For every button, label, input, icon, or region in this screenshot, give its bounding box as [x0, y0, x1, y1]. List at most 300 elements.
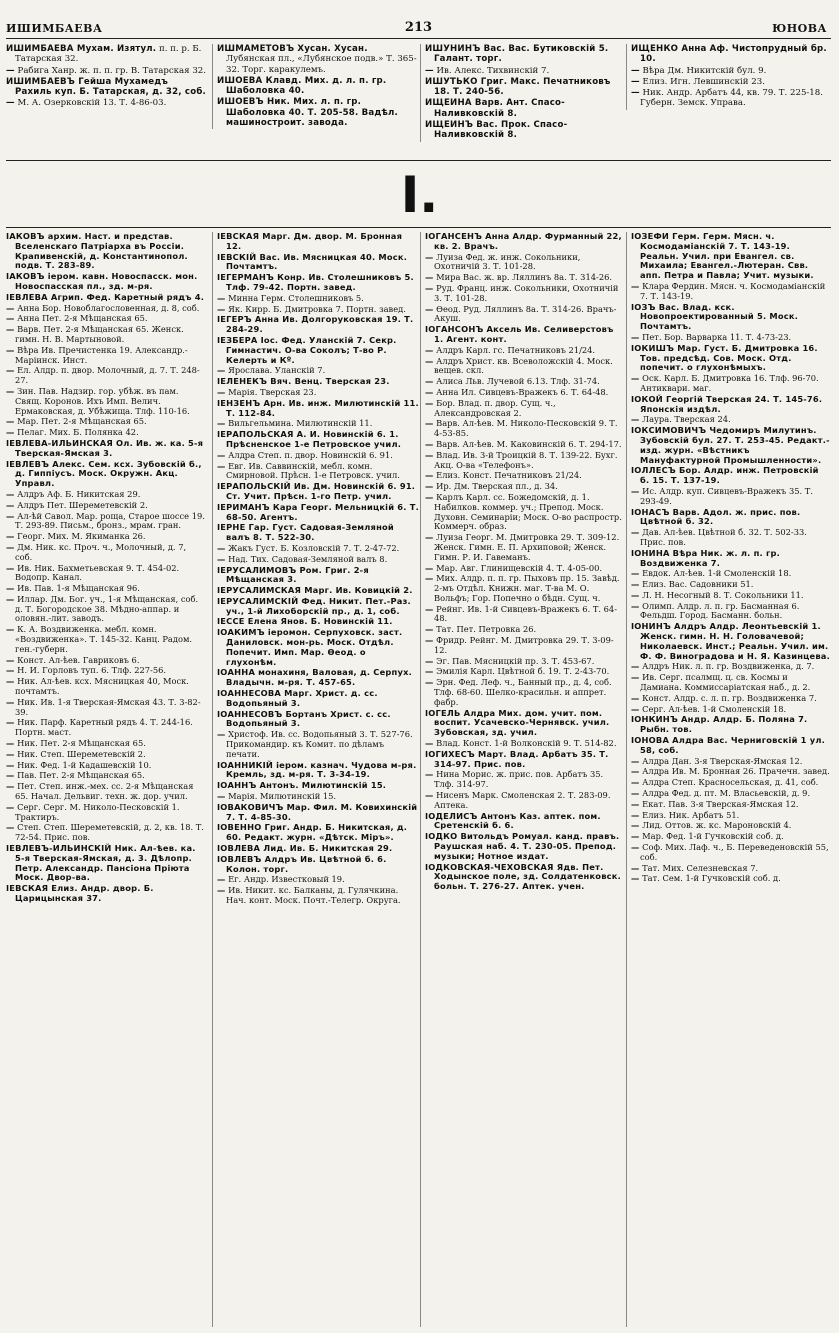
directory-entry [631, 569, 830, 579]
directory-entry [425, 739, 625, 749]
entry-name: — [6, 324, 15, 335]
entry-details: Ник. Ив. 1-я Тверская-Ямская 43. Т. 3-82-39. [15, 696, 201, 717]
entry-details: Жакъ Густ. Б. Козловскій 7. Т. 2-47-72. [228, 542, 400, 553]
entry-name: IОЗЪ Вас. Влад. кск. Новопроектированный 5. Моск. Почтамтъ. [631, 301, 799, 332]
entry-name: — [217, 729, 226, 740]
entry-name: — [6, 365, 15, 376]
directory-entry [631, 549, 830, 569]
directory-entry [6, 750, 206, 760]
directory-entry [217, 430, 419, 450]
directory-entry [6, 77, 206, 98]
entry-details: Фридр. Рейнг. М. Дмитровка 29. Т. 3-09-12. [434, 635, 614, 655]
directory-entry [631, 622, 830, 661]
directory-entry [217, 730, 419, 759]
entry-details: Анна Ил. Сивцевъ-Вражекъ 6. Т. 64-48. [436, 386, 609, 397]
entry-name: — [631, 65, 640, 76]
directory-entry [217, 844, 419, 854]
entry-name: IОАКИМЪ іеромон. Серпуховск. заст. Даниловск. мон-рь. Моск. Отдѣл. Попечит. Имп. Мар. Ѳеод. о глухонѣм. [217, 627, 403, 667]
directory-entry [6, 739, 206, 749]
entry-name: IОНКИНЪ Андр. Алдр. Б. Поляна 7. Рыбн. тов. [631, 714, 808, 735]
entry-details: Христоф. Ив. сс. Водопьяный 3. Т. 527-76. Прикомандир. къ Комит. по дѣламъ печати. [226, 729, 413, 759]
entry-details: Пелаг. Мих. Б. Полянка 42. [17, 427, 139, 438]
entry-details: Ник. Фед. 1-й Кадашевскій 10. [17, 759, 152, 770]
directory-entry [631, 715, 830, 735]
entry-name: IОКИШЪ Мар. Густ. Б. Дмитровка 16. Тов. предсѣд. Сов. Моск. Отд. попечит. о глухонѣмыхъ. [631, 342, 818, 373]
entry-name: — [425, 481, 434, 492]
directory-entry [631, 757, 830, 767]
directory-entry [6, 304, 206, 314]
entry-name: — [6, 593, 15, 604]
directory-entry [217, 305, 419, 315]
entry-details: Нисенъ Марк. Смоленская 2. Т. 283-09. Аптека. [434, 790, 611, 810]
directory-entry [217, 617, 419, 627]
entry-details: Оск. Карл. Б. Дмитровка 16. Тлф. 96-70. Антиквари. маг. [640, 373, 819, 393]
directory-entry [6, 666, 206, 676]
entry-name: IЕРАПОЛЬСКАЯ А. И. Новинскій 6. 1. Прѣсненское 1-е Петровское учил. [217, 429, 402, 449]
entry-name: — [631, 88, 640, 99]
entry-details: Ник. Пет. 2-я Мѣщанская 65. [17, 738, 146, 749]
entry-details: Лид. Оттов. ж. кс. Мароновскій 4. [642, 820, 792, 831]
directory-entry [425, 253, 625, 273]
entry-name: — [6, 65, 15, 76]
entry-name: IЕРАПОЛЬСКІЙ Ив. Дм. Новинскій 6. 91. Ст. Учит. Прѣсн. 1-го Петр. учил. [217, 481, 416, 501]
entry-name: — [6, 770, 15, 781]
entry-details: Серг. Ал-ѣев. 1-й Смоленскій 18. [642, 703, 787, 714]
directory-entry [6, 677, 206, 697]
entry-name: ИШОЕВА Клавд. Мих. д. л. п. гр. Шаболовка 40. [217, 75, 387, 97]
entry-details: Мар. Фед. 1-й Гучковскій соб. д. [642, 831, 784, 842]
entry-name: — [217, 885, 226, 896]
entry-name: — [217, 791, 226, 802]
directory-entry [217, 555, 419, 565]
entry-name: — [217, 553, 226, 564]
entry-details: Евдок. Ал-ѣев. 1-й Смоленскій 18. [642, 568, 792, 579]
entry-name: IЕВЛЕВА-ИЛЬИНСКАЯ Ол. Ив. ж. ка. 5-я Тверская-Ямская 3. [6, 437, 204, 458]
directory-entry [217, 668, 419, 688]
directory-entry [217, 388, 419, 398]
entry-name: — [217, 542, 226, 553]
entry-name: — [631, 568, 640, 579]
entry-name: — [425, 376, 434, 387]
directory-entry [217, 377, 419, 387]
directory-entry [217, 886, 419, 906]
entry-name: — [6, 313, 15, 324]
entry-name: — [6, 427, 15, 438]
entry-name: IЕВЛЕВЪ-ИЛЬИНСКІЙ Ник. Ал-ѣев. ка. 5-я Тверская-Ямская, д. 3. Дѣлопр. Петр. Александр. Пансіона Пріюта Моск. Двор-ва. [6, 843, 196, 883]
directory-entry [6, 698, 206, 718]
entry-name: IЕВЛЕВА Агрип. Фед. Каретный рядъ 4. [6, 291, 205, 302]
directory-entry [631, 602, 830, 622]
entry-name: — [425, 635, 434, 646]
entry-name: — [631, 76, 640, 87]
entry-details: Мар. Пет. 2-я Мѣщанская 65. [17, 416, 147, 427]
directory-entry [6, 232, 206, 271]
entry-name: ИШИМБАЕВА Мухам. Изятул. [6, 44, 157, 54]
entry-name: — [425, 562, 434, 573]
entry-name: — [425, 470, 434, 481]
entry-name: — [631, 672, 640, 683]
entry-name: — [425, 738, 434, 749]
directory-entry [425, 377, 625, 387]
entry-details: Лубянская пл., «Лубянское подв.» Т. 365-32. Торг. каракулемъ. [226, 54, 417, 75]
entry-name: IЕНЗЕНЪ Арн. Ив. инж. Милютинскій 11. Т. 112-84. [217, 397, 419, 418]
entry-name: — [631, 820, 640, 831]
directory-entry [6, 439, 206, 459]
entry-details: Рабига Ханр. ж. п. п. гр. В. Татарская 32. [17, 65, 206, 76]
entry-details: Ѳеод. Руд. Ляллинъ 8а. Т. 314-26. Врачъ-Акуш. [434, 303, 617, 324]
entry-name: IЕВСКІЙ Вас. Ив. Мясницкая 40. Моск. Почтамтъ. [217, 251, 408, 272]
entry-name: — [6, 499, 15, 510]
directory-entry [6, 543, 206, 563]
entry-name: IЕРУСАЛИМСКІЙ Фед. Никит. Пет.-Раз. уч., 1-й Лихоборскій пр., д. 1, соб. [217, 595, 411, 616]
entry-name: — [425, 418, 434, 429]
entry-details: Ив. Серг. псалмщ. ц. св. Космы и Дамиана. Коммиссаріатская наб., д. 2. [640, 672, 811, 693]
entry-name: — [6, 385, 15, 396]
directory-entry [217, 336, 419, 365]
entry-name: IЕРУСАЛИМСКАЯ Марг. Ив. Ковицкій 2. [217, 585, 413, 596]
entry-details: Дав. Ал-ѣев. Цвѣтной б. 32. Т. 502-33. Прис. пов. [640, 527, 807, 547]
entry-name: IОНИНЪ Алдръ Алдр. Леонтьевскій 1. Женск. гимн. Н. Н. Головачевой; Николаевск. Инст.; Реальн. Учил. им. Ф. Ф. Виноградова и Н. Я. Казинцева. [631, 621, 830, 661]
entry-details: Влад. Конст. 1-й Волконскій 9. Т. 514-82. [436, 738, 617, 749]
entry-details: Конст. Алдр. с. л. п. гр. Воздвиженка 7. [642, 692, 817, 703]
directory-entry [631, 303, 830, 332]
directory-entry [425, 667, 625, 677]
entry-details: Варв. Ал-ѣев. М. Николо-Песковскій 9. Т. 4-53-85. [434, 418, 618, 439]
entry-details: Вильгельмина. Милютинскій 11. [228, 418, 373, 429]
header-right-word: ЮНОВА [772, 22, 827, 35]
entry-name: ИЩЕИНА Варв. Ант. Спасо-Наливковскій 8. [425, 98, 565, 119]
directory-entry [217, 462, 419, 482]
directory-entry [217, 44, 419, 75]
entry-details: Анна Пет. 2-я Мѣщанская 65. [17, 313, 148, 324]
entry-name: — [217, 449, 226, 460]
directory-column [212, 232, 419, 1327]
entry-details: Серг. Серг. М. Николо-Песковскій 1. Трактиръ. [15, 801, 180, 822]
directory-entry [6, 366, 206, 386]
directory-entry [425, 812, 625, 832]
entry-details: Влад. Ив. 3-й Троицкій 8. Т. 139-22. Бухг. Акц. О-ва «Телефонъ». [434, 449, 618, 470]
directory-entry [631, 694, 830, 704]
directory-entry [425, 533, 625, 562]
entry-details: Дм. Ник. кс. Проч. ч., Молочный, д. 7, соб. [15, 541, 187, 562]
directory-entry [6, 823, 206, 843]
entry-name: — [425, 677, 434, 688]
entry-name: — [425, 65, 434, 76]
entry-name: — [425, 282, 434, 293]
entry-details: Ел. Алдр. п. двор. Молочный, д. 7. Т. 248-27. [15, 365, 200, 386]
entry-details: Пет. Бор. Варварка 11. Т. 4-73-23. [642, 331, 792, 342]
directory-entry [425, 44, 625, 65]
entry-name: IЕРНЕ Гар. Густ. Садовая-Земляной валъ 8. Т. 522-30. [217, 522, 394, 543]
directory-entry [217, 451, 419, 461]
entry-name: — [6, 344, 15, 355]
directory-entry [6, 98, 206, 108]
directory-entry [425, 77, 625, 98]
entry-name: — [217, 874, 226, 885]
entry-name: IОНИНА Вѣра Ник. ж. л. п. гр. Воздвиженка 7. [631, 547, 780, 568]
entry-name: — [217, 418, 226, 429]
directory-entry [631, 66, 830, 76]
entry-details: Мира Вас. ж. вр. Ляллинъ 8а. Т. 314-26. [436, 272, 613, 283]
directory-entry [6, 656, 206, 666]
entry-details: Ир. Дм. Тверская пл., д. 34. [436, 481, 558, 492]
entry-name: — [425, 303, 434, 314]
directory-entry [217, 97, 419, 128]
entry-name: IОВЕННО Григ. Андр. Б. Никитская, д. 60. Редакт. журн. «Дѣтск. Міръ». [217, 822, 408, 843]
directory-entry [631, 426, 830, 465]
entry-name: ИШОЕВЪ Ник. Мих. л. п. гр. Шаболовка 40. Т. 205-58. Вадѣл. машиностроит. завода. [217, 97, 399, 129]
directory-entry [217, 523, 419, 543]
entry-details: Алдръ Пет. Шереметевскій 2. [17, 499, 148, 510]
entry-name: IАКОВЪ іером. кавн. Новоспасск. мон. Новоспасская пл., зд. м-ря. [6, 271, 198, 291]
directory-entry [6, 884, 206, 904]
entry-name: — [6, 541, 15, 552]
directory-entry [6, 771, 206, 781]
directory-entry [217, 399, 419, 419]
entry-name: — [6, 302, 15, 313]
directory-entry [631, 344, 830, 373]
directory-entry [6, 490, 206, 500]
entry-name: — [631, 527, 640, 538]
entry-name: — [6, 562, 15, 573]
entry-details: Ник. Степ. Шереметевскій 2. [17, 748, 146, 759]
entry-name: — [631, 280, 640, 291]
directory-entry [631, 591, 830, 601]
entry-name: IЕГЕРМАНЪ Конр. Ив. Столешниковъ 5. Тлф. 79-42. Портн. завед. [217, 272, 414, 292]
entry-name: IЕРУСАЛИМОВЪ Ром. Григ. 2-я Мѣщанская 3. [217, 564, 369, 585]
entry-details: Алдра Фед. д. пт. М. Власьевскій, д. 9. [642, 788, 811, 799]
entry-name: IОКСИМОВИЧЪ Чедомиръ Милутинъ. Зубовскій бул. 27. Т. 253-45. Редакт.-изд. журн. «Вѣстникъ Мануфактурной Промышленности». [631, 425, 830, 465]
entry-name: — [425, 355, 434, 366]
entry-details: Ал-ѣй Савол. Мар. роща, Старое шоссе 19. Т. 293-89. Письм., бронз., мрам. гран. [15, 510, 205, 531]
entry-name: — [631, 809, 640, 820]
directory-entry [6, 428, 206, 438]
directory-entry [6, 314, 206, 324]
directory-entry [631, 77, 830, 87]
directory-entry [217, 419, 419, 429]
directory-entry [6, 564, 206, 584]
entry-details: Алдра Дан. 3-я Тверская-Ямская 12. [642, 755, 803, 766]
entry-details: Георг. Мих. М. Якиманка 26. [17, 531, 146, 542]
entry-name: — [6, 748, 15, 759]
entry-name: IОАННЕСОВЪ Бортанъ Христ. с. сс. Водопьяный 3. [217, 708, 391, 729]
entry-details: Эмилія Карл. Цвѣтной б. 19. Т. 2-43-70. [436, 666, 610, 677]
entry-details: Ег. Андр. Известковый 19. [228, 874, 345, 885]
entry-details: Нина Морис. ж. прис. пов. Арбатъ 35. Тлф. 314-97. [434, 769, 604, 790]
entry-details: Варв. Пет. 2-я Мѣщанская 65. Женск. гимн. Н. В. Мартыновой. [15, 324, 184, 344]
entry-name: IОНОВА Алдра Вас. Черниговскій 1 ул. 58, соб. [631, 735, 825, 755]
directory-columns [6, 232, 831, 1327]
directory-entry [425, 625, 625, 635]
entry-details: Рейнг. Ив. 1-й Сивцевъ-Вражекъ 6. Т. 64-48. [434, 603, 618, 624]
entry-details: Екат. Пав. 3-я Тверская-Ямская 12. [642, 798, 799, 809]
directory-entry [6, 595, 206, 624]
directory-entry [631, 282, 830, 302]
directory-entry [631, 508, 830, 528]
directory-entry [6, 44, 206, 65]
directory-entry [217, 823, 419, 843]
entry-details: Алдръ Аф. Б. Никитская 29. [17, 488, 141, 499]
entry-details: Елиз. Конст. Печатниковъ 21/24. [436, 470, 582, 481]
entry-details: Над. Тих. Садовая-Земляной валъ 8. [228, 553, 388, 564]
entry-name: — [217, 460, 226, 471]
entry-details: Евг. Ив. Саввинскій, мебл. комн. Смирновой. Прѣсн. 1-е Петровск. учил. [226, 460, 400, 481]
entry-details: Алдра Степ. Красносельская, д. 41, соб. [642, 777, 819, 788]
entry-details: Марія. Тверская 23. [228, 386, 317, 397]
entry-name: — [631, 777, 640, 788]
directory-entry [6, 803, 206, 823]
entry-name: — [631, 373, 640, 384]
directory-entry [6, 512, 206, 532]
directory-entry [6, 718, 206, 738]
entry-name: IОЛЛЕСЪ Бор. Алдр. инж. Петровскій б. 15. Т. 137-19. [631, 465, 819, 486]
entry-name: — [631, 755, 640, 766]
directory-entry [631, 673, 830, 693]
entry-name: IОАННИКІЙ іером. казнач. Чудова м-ря. Кремль, зд. м-ря. Т. 3-34-19. [217, 759, 417, 780]
directory-entry [631, 662, 830, 672]
directory-entry [6, 387, 206, 416]
directory-entry [631, 789, 830, 799]
entry-name: IЕВЛЕВЪ Алекс. Сем. ксх. Зубовскій б., д. Гиппіусъ. Моск. Окружн. Акц. Управл. [6, 458, 202, 489]
entry-name: IОГАНСЕНЪ Анна Алдр. Фурманный 22, кв. 2. Врачъ. [425, 232, 622, 251]
entry-name: — [425, 251, 434, 262]
entry-details: Ив. Никит. кс. Балканы, д. Гулячкина. Нач. конт. Моск. Почт.-Телегр. Округа. [226, 885, 401, 905]
directory-entry [425, 284, 625, 304]
directory-entry [217, 875, 419, 885]
directory-entry [217, 315, 419, 335]
entry-name: — [6, 696, 15, 707]
directory-column [626, 232, 830, 1327]
entry-details: Вѣра Ив. Пречистенка 19. Александр.-Маріинск. Инст. [15, 344, 188, 365]
directory-entry [425, 605, 625, 625]
directory-column [420, 232, 625, 1327]
entry-name: — [6, 583, 15, 594]
entry-name: — [631, 862, 640, 873]
entry-details: Минна Герм. Столешниковъ 5. [228, 292, 364, 303]
directory-column [420, 44, 625, 142]
entry-name: — [631, 414, 640, 425]
entry-name: IОНАСЪ Варв. Адол. ж. прис. пов. Цвѣтной б. 32. [631, 506, 801, 527]
entry-name: — [6, 624, 15, 635]
directory-entry [425, 678, 625, 707]
directory-entry [6, 782, 206, 802]
directory-entry [6, 501, 206, 511]
directory-entry [217, 628, 419, 667]
directory-entry [217, 803, 419, 823]
directory-entry [425, 451, 625, 471]
entry-details: Ник. Ал-ѣев. ксх. Мясницкая 40, Моск. почтамтъ. [15, 676, 189, 697]
directory-entry [631, 811, 830, 821]
directory-entry [425, 305, 625, 325]
entry-details: Алиса Льв. Лучевой 6.13. Тлф. 31-74. [436, 376, 600, 387]
directory-entry [425, 750, 625, 770]
entry-name: — [6, 822, 15, 833]
entry-name: — [631, 703, 640, 714]
entry-details: Пав. Пет. 2-я Мѣщанская 65. [17, 770, 145, 781]
entry-name: — [631, 331, 640, 342]
entry-name: IОВЛЕВА Лид. Ив. Б. Никитская 29. [217, 843, 393, 854]
entry-name: — [425, 666, 434, 677]
directory-entry [425, 419, 625, 439]
entry-details: Олимп. Алдр. л. п. гр. Басманная 6. Фельдш. Город. Басманн. больн. [640, 600, 800, 621]
entry-name: — [425, 449, 434, 460]
entry-name: — [6, 510, 15, 521]
directory-column [6, 44, 206, 110]
continuation-block [6, 44, 831, 170]
directory-entry [6, 417, 206, 427]
directory-entry [217, 253, 419, 273]
directory-entry [631, 395, 830, 415]
directory-entry [631, 333, 830, 343]
entry-name: IОДКО Витольдъ Ромуал. канд. правъ. Раушская наб. 4. Т. 230-05. Препод. музыки; Нотное издат. [425, 831, 620, 861]
entry-details: Ис. Алдр. куп. Сивцевъ-Вражекъ 35. Т. 293-49. [640, 485, 813, 506]
entry-name: — [6, 488, 15, 499]
entry-details: М. А. Озерковскій 13. Т. 4-86-03. [17, 98, 167, 109]
directory-entry [217, 294, 419, 304]
entry-details: Елиз. Ник. Арбатъ 51. [642, 809, 740, 820]
entry-name: — [6, 759, 15, 770]
entry-details: Алдръ Ник. л. п. гр. Воздвиженка, д. 7. [642, 661, 815, 672]
entry-name: — [6, 781, 15, 792]
entry-name: — [631, 579, 640, 590]
entry-name: — [6, 416, 15, 427]
entry-details: Ник. Андр. Арбатъ 44, кв. 79. Т. 225-18. Губерн. Земск. Управа. [640, 88, 823, 109]
entry-name: — [425, 397, 434, 408]
entry-name: IЕССЕ Елена Янов. Б. Новинскій 11. [217, 616, 393, 627]
directory-entry [6, 460, 206, 489]
directory-entry [631, 843, 830, 863]
entry-details: Руд. Франц. инж. Сокольники, Охотничій 3. Т. 101-28. [434, 282, 619, 303]
entry-details: Зин. Пав. Надзир. гор. убѣж. въ пам. Свящ. Коронов. Ихъ Имп. Велич. Ермаковская, д. Убѣжища. Тлф. 110-16. [15, 385, 190, 416]
entry-details: Ник. Парф. Каретный рядъ 4. Т. 244-16. Портн. маст. [15, 717, 193, 738]
directory-entry [425, 388, 625, 398]
directory-entry [217, 761, 419, 781]
directory-entry [217, 76, 419, 97]
directory-entry [6, 532, 206, 542]
entry-details: Елиз. Вас. Садовники 51. [642, 579, 754, 590]
entry-details: Мар. Авг. Глинищевскій 4. Т. 4-05-00. [436, 562, 603, 573]
entry-name: — [631, 842, 640, 853]
entry-name: — [6, 665, 15, 676]
directory-entry [217, 366, 419, 376]
entry-name: ИШУНИНЪ Вас. Вас. Бутиковскій 5. Галант. торг. [425, 44, 609, 65]
entry-name: — [631, 831, 640, 842]
entry-name: — [425, 769, 434, 780]
entry-details: Алдръ Христ. кв. Всеволожскій 4. Моск. вещев. скл. [434, 355, 613, 376]
directory-entry [631, 800, 830, 810]
entry-name: IОАННЪ Антонъ. Милютинскій 15. [217, 780, 387, 791]
directory-entry [425, 232, 625, 252]
entry-name: — [217, 292, 226, 303]
directory-entry [6, 66, 206, 76]
directory-entry [425, 770, 625, 790]
section-rule-top [6, 160, 831, 161]
entry-details: Ив. Алекс. Тихвинскій 7. [436, 65, 550, 76]
entry-details: Бор. Влад. п. двор. Сущ. ч., Александровская 2. [434, 397, 556, 418]
directory-entry [425, 493, 625, 532]
page-number: 213 [404, 20, 433, 35]
entry-details: Елиз. Игн. Левшинскій 23. [642, 76, 765, 87]
entry-details: Мих. Алдр. п. п. гр. Пыховъ пр. 15. Завѣд. 2-мъ Отдѣл. Книжн. маг. Т-ва М. О. Вольфъ; Гор. Попечно о бѣдн. Сущ. ч. [434, 573, 620, 603]
directory-entry [6, 272, 206, 292]
entry-name: — [631, 600, 640, 611]
entry-name: IОГИХЕСЪ Март. Влад. Арбатъ 35. Т. 314-97. Прис. пов. [425, 748, 609, 769]
entry-name: — [425, 603, 434, 614]
entry-name: — [631, 661, 640, 672]
directory-entry [425, 574, 625, 603]
directory-entry [425, 791, 625, 811]
entry-name: IОГАНСОНЪ Аксель Ив. Селиверстовъ 1. Агент. конт. [425, 324, 614, 344]
